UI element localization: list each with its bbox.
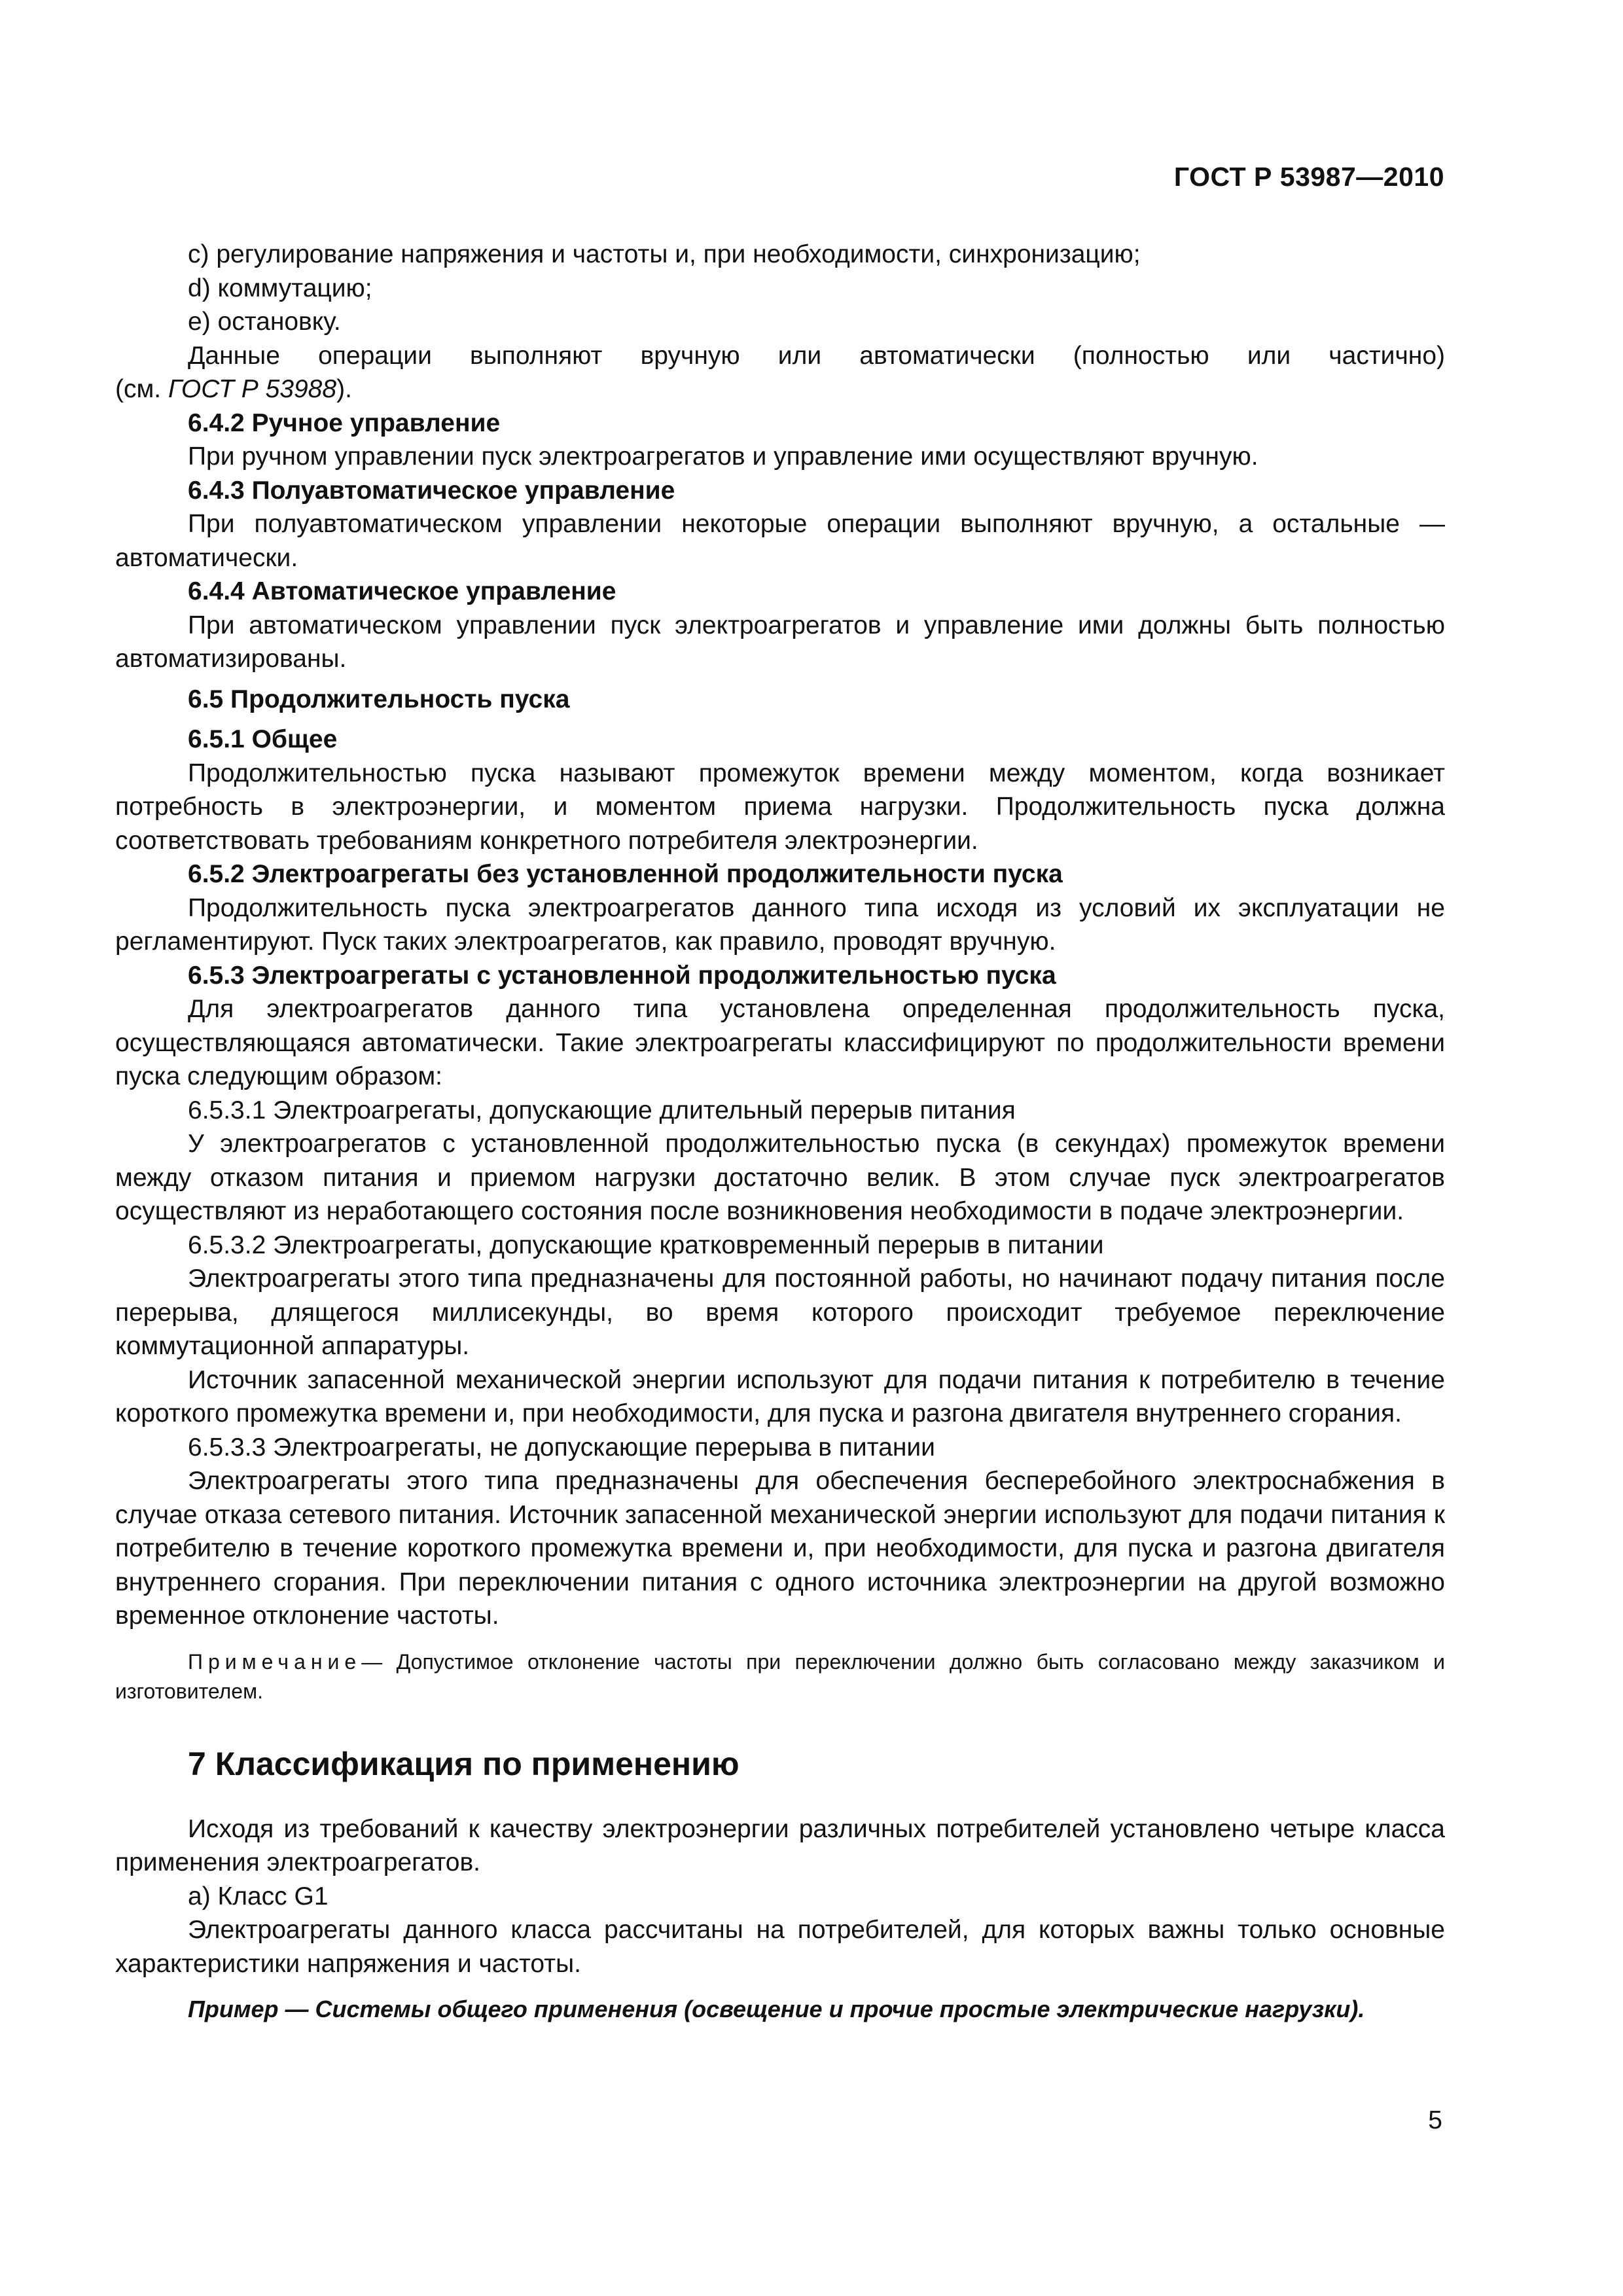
note-text: — Допустимое отклонение частоты при переключении должно быть согласовано между заказчиком и изготовителем. <box>115 1649 1445 1703</box>
paragraph-6-5-3-2-a: Электроагрегаты этого типа предназначены для постоянной работы, но начинают подачу питания после перерыва, длящегося миллисекунды, во время которого происходит требуемое переключение коммутационной аппаратуры. <box>115 1265 1445 1360</box>
operations-paragraph-line2 <box>115 372 1445 406</box>
heading-6-4-4: 6.4.4 Автоматическое управление <box>188 577 616 605</box>
document-body <box>115 238 1445 2026</box>
example-line: Пример — Системы общего применения (освещение и прочие простые электрические нагрузки). <box>188 1996 1365 2022</box>
paragraph-6-5-3-1: У электроагрегатов с установленной продолжительностью пуска (в секундах) промежуток времени между отказом питания и приемом нагрузки достаточно велик. В этом случае пуск электроагрегатов осуществляют из неработающего состояния после возникновения необходимости в подаче электроэнергии. <box>115 1130 1445 1225</box>
note-label: Примечание <box>188 1649 362 1674</box>
heading-6-4-3: 6.4.3 Полуавтоматическое управление <box>188 476 675 505</box>
heading-6-5-3: 6.5.3 Электроагрегаты с установленной продолжительностью пуска <box>188 961 1056 990</box>
note <box>115 1647 1445 1706</box>
paragraph-6-5-3-2-b: Источник запасенной механической энергии используют для подачи питания к потребителю в течение короткого промежутка времени и, при необходимости, для пуска и разгона двигателя внутреннего сгорания. <box>115 1365 1445 1427</box>
subheading-6-5-3-2: 6.5.3.2 Электроагрегаты, допускающие кратковременный перерыв в питании <box>188 1230 1104 1259</box>
paragraph-6-4-4: При автоматическом управлении пуск электроагрегатов и управление ими должны быть полностью автоматизированы. <box>115 611 1445 673</box>
list-item-c: c) регулирование напряжения и частоты и, при необходимости, синхронизацию; <box>188 240 1141 268</box>
standard-reference-link[interactable]: ГОСТ Р 53988 <box>168 375 337 403</box>
heading-6-5: 6.5 Продолжительность пуска <box>188 685 570 713</box>
paragraph-6-5-2: Продолжительность пуска электроагрегатов данного типа исходя из условий их эксплуатации не регламентируют. Пуск таких электроагрегатов, как правило, проводят вручную. <box>115 893 1445 956</box>
document-id-header: ГОСТ Р 53987—2010 <box>1173 162 1444 192</box>
subheading-6-5-3-3: 6.5.3.3 Электроагрегаты, не допускающие перерыва в питании <box>188 1433 935 1462</box>
operations-paragraph-prefix: (см. <box>115 375 168 403</box>
class-g1-item: a) Класс G1 <box>188 1882 329 1910</box>
paragraph-7-intro: Исходя из требований к качеству электроэнергии различных потребителей установлено четыре класса применения электроагрегатов. <box>115 1814 1445 1876</box>
paragraph-6-4-2: При ручном управлении пуск электроагрегатов и управление ими осуществляют вручную. <box>188 442 1258 471</box>
paragraph-6-5-3: Для электроагрегатов данного типа установлена определенная продолжительность пуска, осуществляющаяся автоматически. Такие электроагрегаты классифицируют по продолжительности времени пуска следующим образом: <box>115 995 1445 1090</box>
list-item-e: e) остановку. <box>188 308 341 336</box>
paragraph-class-g1: Электроагрегаты данного класса рассчитаны на потребителей, для которых важны только основные характеристики напряжения и частоты. <box>115 1916 1445 1978</box>
heading-6-5-2: 6.5.2 Электроагрегаты без установленной продолжительности пуска <box>188 860 1063 888</box>
paragraph-6-4-3: При полуавтоматическом управлении некоторые операции выполняют вручную, а остальные — автоматически. <box>115 510 1445 572</box>
heading-6-4-2: 6.4.2 Ручное управление <box>188 408 501 437</box>
paragraph-6-5-3-3: Электроагрегаты этого типа предназначены для обеспечения бесперебойного электроснабжения в случае отказа сетевого питания. Источник запасенной механической энергии используют для подачи питания к потребителю в течение короткого промежутка времени и, при необходимости, для пуска и разгона двигателя внутреннего сгорания. При переключении питания с одного источника электроэнергии на другой возможно временное отклонение частоты. <box>115 1467 1445 1630</box>
heading-section-7: 7 Классификация по применению <box>188 1745 740 1782</box>
operations-paragraph-line1: Данные операции выполняют вручную или автоматически (полностью или частично) <box>188 341 1445 370</box>
subheading-6-5-3-1: 6.5.3.1 Электроагрегаты, допускающие длительный перерыв питания <box>188 1096 1016 1124</box>
page-number: 5 <box>1428 2106 1442 2134</box>
paragraph-6-5-1: Продолжительностью пуска называют промежуток времени между моментом, когда возникает потребность в электроэнергии, и моментом приема нагрузки. Продолжительность пуска должна соответствовать требованиям конкретного потребителя электроэнергии. <box>115 759 1445 855</box>
list-item-d: d) коммутацию; <box>188 274 372 302</box>
operations-paragraph-suffix: ). <box>336 375 352 403</box>
heading-6-5-1: 6.5.1 Общее <box>188 725 338 753</box>
